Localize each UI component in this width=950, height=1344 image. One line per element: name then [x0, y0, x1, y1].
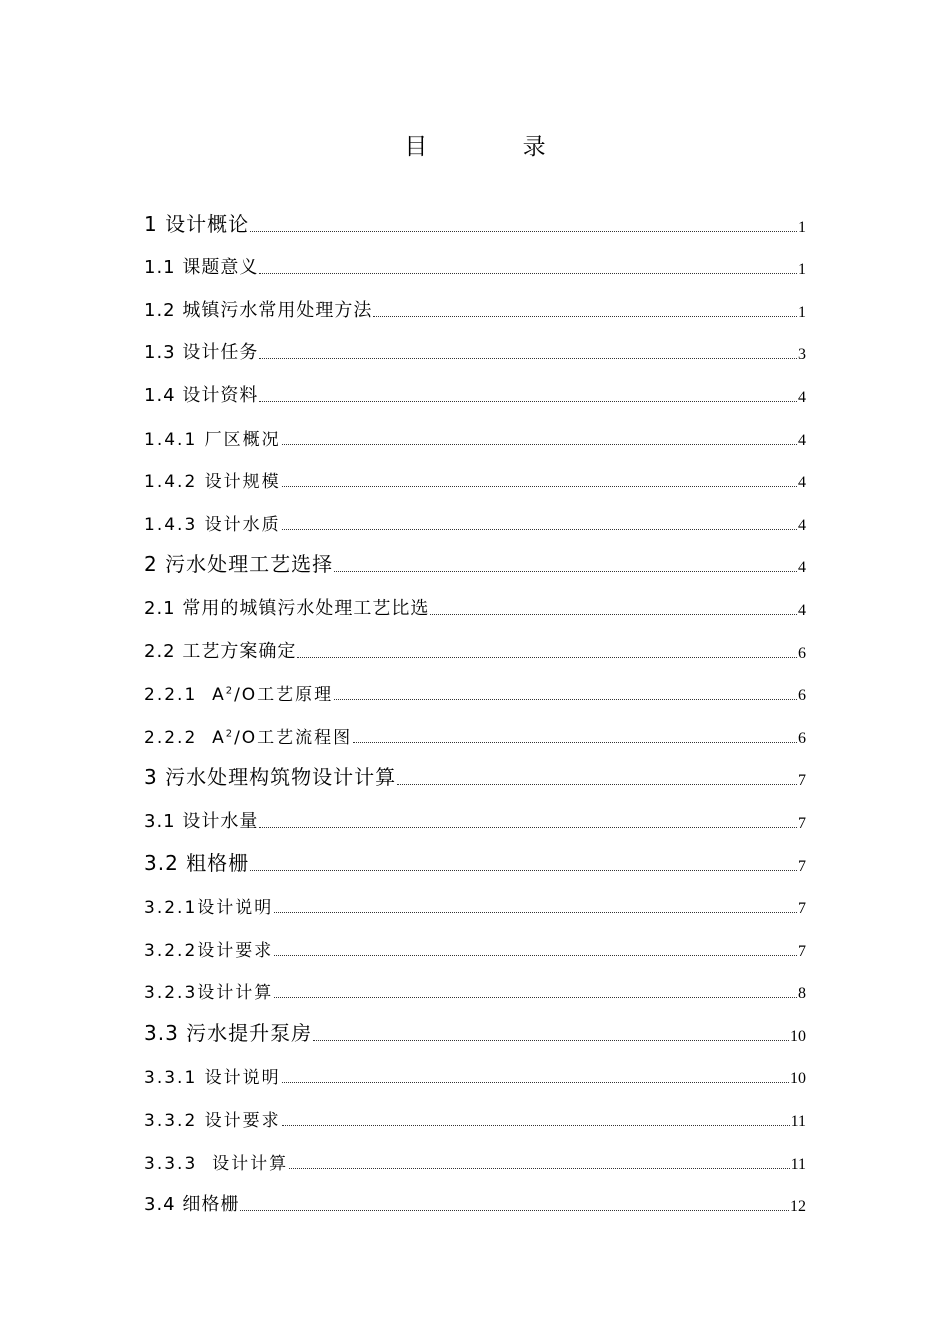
- dot-leader: [259, 826, 797, 828]
- toc-entry-page-number: 7: [798, 942, 806, 960]
- dot-leader: [274, 996, 797, 998]
- toc-entry-label: [144, 680, 333, 705]
- dot-leader: [250, 869, 797, 871]
- dot-leader: [397, 783, 797, 785]
- toc-entry[interactable]: [144, 711, 806, 754]
- toc-entry[interactable]: [144, 583, 806, 626]
- toc-entry-label-prefix: 2.2.1 A: [144, 685, 226, 706]
- toc-entry-label: 3.3 污水提升泵房: [144, 1020, 313, 1045]
- toc-entry-page-number: 11: [790, 1113, 806, 1131]
- dot-leader: [274, 954, 797, 956]
- toc-entry[interactable]: [144, 370, 806, 413]
- toc-entry-label: 1.4.2 设计规模: [144, 472, 281, 493]
- toc-entry-label: 2.2 工艺方案确定: [144, 640, 297, 662]
- toc-entry-label: 1.1 课题意义: [144, 257, 259, 279]
- toc-entry-page-number: 4: [798, 516, 806, 534]
- toc-entry-label: 3.4 细格栅: [144, 1194, 240, 1216]
- toc-entry-label-prefix: 2.2.2 A: [144, 727, 226, 748]
- toc-entry-page-number: 4: [798, 474, 806, 492]
- toc-entry-page-number: 6: [798, 644, 806, 662]
- toc-entry-label: 1.4 设计资料: [144, 384, 259, 406]
- dot-leader: [259, 400, 797, 402]
- toc-entry-page-number: 7: [798, 857, 806, 875]
- toc-entry-label-suffix: /O工艺原理: [234, 685, 334, 706]
- toc-entry[interactable]: [144, 1137, 806, 1180]
- dot-leader: [259, 272, 797, 274]
- toc-entry-label: 3.2.1设计说明: [144, 898, 274, 919]
- toc-entry-page-number: 10: [790, 1027, 806, 1045]
- toc-entry-page-number: 3: [798, 346, 806, 364]
- dot-leader: [373, 315, 797, 317]
- toc-entry-page-number: 4: [798, 431, 806, 449]
- toc-entry-page-number: 4: [798, 559, 806, 577]
- dot-leader: [259, 357, 797, 359]
- toc-entry[interactable]: [144, 796, 806, 839]
- dot-leader: [274, 911, 797, 913]
- toc-entry[interactable]: [144, 200, 806, 243]
- page-title: 目 录: [404, 134, 590, 160]
- toc-entry-label: 2.1 常用的城镇污水处理工艺比选: [144, 597, 430, 619]
- dot-leader: [282, 1081, 789, 1083]
- toc-entry-page-number: 4: [798, 388, 806, 406]
- toc-entry-label: 1.2 城镇污水常用处理方法: [144, 299, 373, 321]
- toc-entry-label: 1.3 设计任务: [144, 342, 259, 364]
- toc-entry[interactable]: [144, 285, 806, 328]
- toc-entry-label: 3.2 粗格栅: [144, 850, 250, 875]
- toc-entry-page-number: 7: [798, 900, 806, 918]
- dot-leader: [334, 570, 797, 572]
- dot-leader: [289, 1167, 790, 1169]
- toc-entry[interactable]: [144, 669, 806, 712]
- toc-entry[interactable]: [144, 882, 806, 925]
- toc-entry[interactable]: [144, 1180, 806, 1223]
- toc-entry-page-number: 6: [798, 729, 806, 747]
- toc-entry[interactable]: [144, 967, 806, 1010]
- dot-leader: [297, 656, 797, 658]
- dot-leader: [250, 230, 797, 232]
- toc-entry[interactable]: [144, 924, 806, 967]
- dot-leader: [282, 443, 797, 445]
- toc-entry-page-number: 1: [798, 261, 806, 279]
- toc-entry[interactable]: [144, 243, 806, 286]
- toc-entry[interactable]: [144, 1052, 806, 1095]
- toc-entry[interactable]: [144, 839, 806, 882]
- toc-entry[interactable]: [144, 754, 806, 797]
- toc-entry-label: 3.2.2设计要求: [144, 940, 274, 961]
- toc-entry-label: 3.3.1 设计说明: [144, 1068, 281, 1089]
- toc-entry-label-superscript: 2: [225, 685, 235, 697]
- dot-leader: [282, 485, 797, 487]
- toc-entry[interactable]: [144, 1009, 806, 1052]
- toc-entry-page-number: 7: [798, 814, 806, 832]
- toc-entry-label: 1.4.3 设计水质: [144, 514, 281, 535]
- table-of-contents: [144, 200, 806, 1222]
- dot-leader: [313, 1039, 789, 1041]
- toc-entry[interactable]: [144, 541, 806, 584]
- dot-leader: [353, 741, 797, 743]
- toc-entry-page-number: 8: [798, 985, 806, 1003]
- toc-entry-label: 3 污水处理构筑物设计计算: [144, 765, 397, 790]
- toc-entry-page-number: 1: [798, 218, 806, 236]
- toc-entry-label: 3.3.2 设计要求: [144, 1111, 281, 1132]
- dot-leader: [282, 528, 797, 530]
- toc-entry-label-superscript: 2: [225, 728, 235, 740]
- dot-leader: [334, 698, 797, 700]
- toc-entry-page-number: 12: [790, 1198, 806, 1216]
- toc-entry-page-number: 10: [790, 1070, 806, 1088]
- toc-entry[interactable]: [144, 626, 806, 669]
- toc-entry-page-number: 7: [798, 772, 806, 790]
- toc-entry-page-number: 11: [790, 1155, 806, 1173]
- toc-entry[interactable]: [144, 413, 806, 456]
- toc-entry-page-number: 4: [798, 601, 806, 619]
- toc-entry-label-suffix: /O工艺流程图: [234, 727, 353, 748]
- toc-entry[interactable]: [144, 1094, 806, 1137]
- toc-entry-label: 2 污水处理工艺选择: [144, 552, 334, 577]
- toc-entry-page-number: 6: [798, 687, 806, 705]
- dot-leader: [430, 613, 797, 615]
- dot-leader: [240, 1209, 789, 1211]
- toc-entry-label: 1.4.1 厂区概况: [144, 429, 281, 450]
- toc-entry-label: 1 设计概论: [144, 211, 250, 236]
- toc-entry-label: [144, 723, 352, 748]
- toc-entry-label: 3.3.3 设计计算: [144, 1153, 289, 1174]
- dot-leader: [282, 1124, 790, 1126]
- toc-entry[interactable]: [144, 456, 806, 499]
- toc-entry-label: 3.1 设计水量: [144, 810, 259, 832]
- toc-entry[interactable]: [144, 498, 806, 541]
- toc-entry-page-number: 1: [798, 303, 806, 321]
- toc-entry-label: 3.2.3设计计算: [144, 983, 274, 1004]
- toc-entry[interactable]: [144, 328, 806, 371]
